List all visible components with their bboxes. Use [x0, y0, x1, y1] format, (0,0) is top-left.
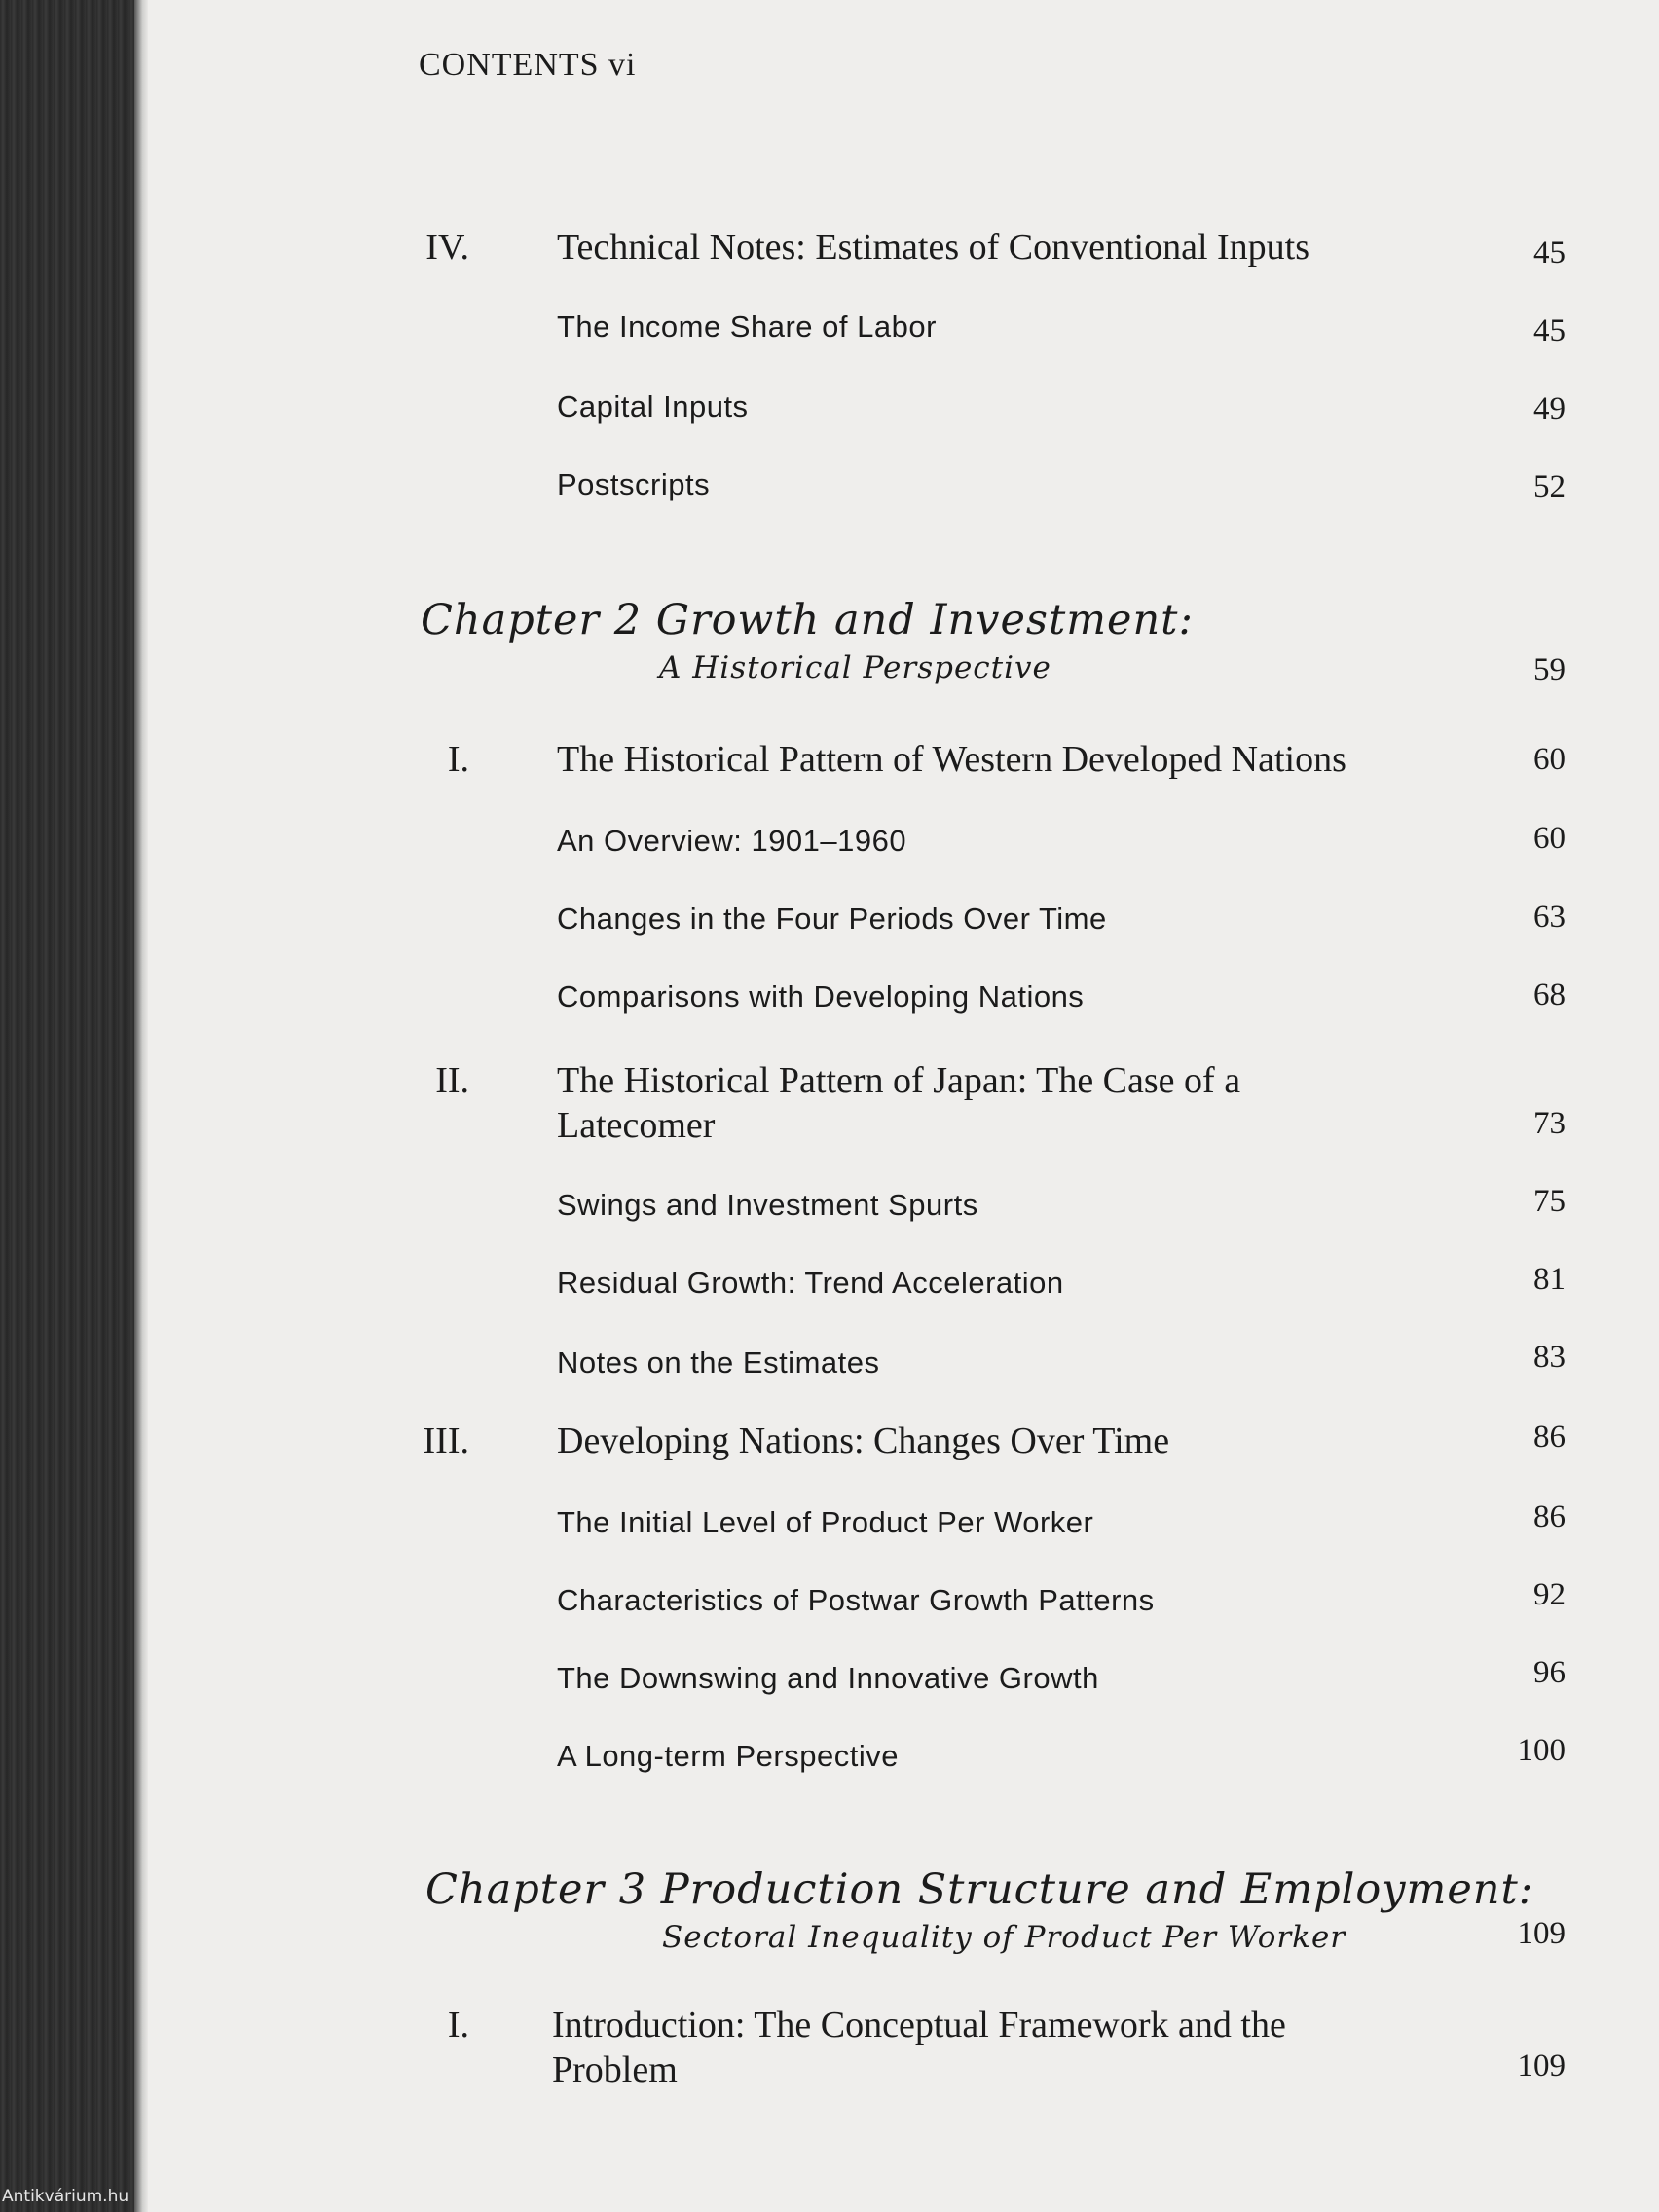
subsection-title: Characteristics of Postwar Growth Patterns	[557, 1583, 1155, 1617]
section-title-continued: Problem	[552, 2049, 678, 2090]
page-number: 52	[1533, 469, 1566, 504]
subsection-title: Capital Inputs	[557, 389, 749, 424]
page-number: 83	[1533, 1340, 1566, 1375]
page-number: 68	[1533, 977, 1566, 1013]
page-number: 49	[1533, 391, 1566, 426]
chapter-subtitle: Sectoral Inequality of Product Per Worker	[662, 1920, 1346, 1955]
page-number: 60	[1533, 742, 1566, 777]
section-title: The Historical Pattern of Japan: The Case of a	[557, 1060, 1241, 1101]
page-number: 86	[1533, 1419, 1566, 1455]
section-numeral: I.	[447, 739, 469, 780]
chapter-title: Chapter 3 Production Structure and Employment:	[425, 1865, 1534, 1914]
page-number: 60	[1533, 821, 1566, 856]
section-numeral: IV.	[425, 227, 469, 268]
page-number: 73	[1533, 1106, 1566, 1141]
subsection-title: Notes on the Estimates	[557, 1346, 880, 1380]
page-number: 59	[1533, 652, 1566, 687]
page-number: 92	[1533, 1577, 1566, 1612]
page-number: 96	[1533, 1655, 1566, 1690]
chapter-subtitle: A Historical Perspective	[659, 650, 1051, 685]
section-numeral: III.	[423, 1420, 469, 1461]
page-number: 75	[1533, 1184, 1566, 1219]
page-number: 109	[1517, 1916, 1566, 1951]
page-number: 81	[1533, 1262, 1566, 1297]
subsection-title: The Initial Level of Product Per Worker	[557, 1505, 1094, 1539]
chapter-title: Chapter 2 Growth and Investment:	[421, 596, 1194, 645]
page-edge	[134, 0, 148, 2212]
subsection-title: Postscripts	[557, 467, 711, 501]
section-title: The Historical Pattern of Western Developed Nations	[557, 739, 1346, 780]
contents-page	[148, 0, 1659, 2212]
section-numeral: II.	[435, 1060, 469, 1101]
page-number: 109	[1517, 2048, 1566, 2083]
subsection-title: Swings and Investment Spurts	[557, 1188, 978, 1222]
subsection-title: Residual Growth: Trend Acceleration	[557, 1266, 1064, 1300]
page-number: 45	[1533, 236, 1566, 271]
section-title: Introduction: The Conceptual Framework and the	[552, 2005, 1286, 2046]
book-spine	[0, 0, 141, 2212]
page-number: 45	[1533, 313, 1566, 349]
watermark: Antikvárium.hu	[2, 2187, 129, 2206]
page-number: 86	[1533, 1499, 1566, 1534]
subsection-title: An Overview: 1901–1960	[557, 824, 907, 858]
subsection-title: Changes in the Four Periods Over Time	[557, 902, 1107, 936]
section-title: Technical Notes: Estimates of Conventional Inputs	[557, 227, 1310, 268]
subsection-title: The Downswing and Innovative Growth	[557, 1661, 1099, 1695]
section-title-continued: Latecomer	[557, 1105, 716, 1146]
page-number: 100	[1517, 1733, 1566, 1768]
subsection-title: A Long-term Perspective	[557, 1739, 899, 1773]
subsection-title: The Income Share of Labor	[557, 310, 937, 344]
page-number: 63	[1533, 900, 1566, 935]
running-head: CONTENTS vi	[419, 47, 637, 83]
subsection-title: Comparisons with Developing Nations	[557, 979, 1085, 1014]
section-title: Developing Nations: Changes Over Time	[557, 1420, 1170, 1461]
section-numeral: I.	[447, 2005, 469, 2046]
